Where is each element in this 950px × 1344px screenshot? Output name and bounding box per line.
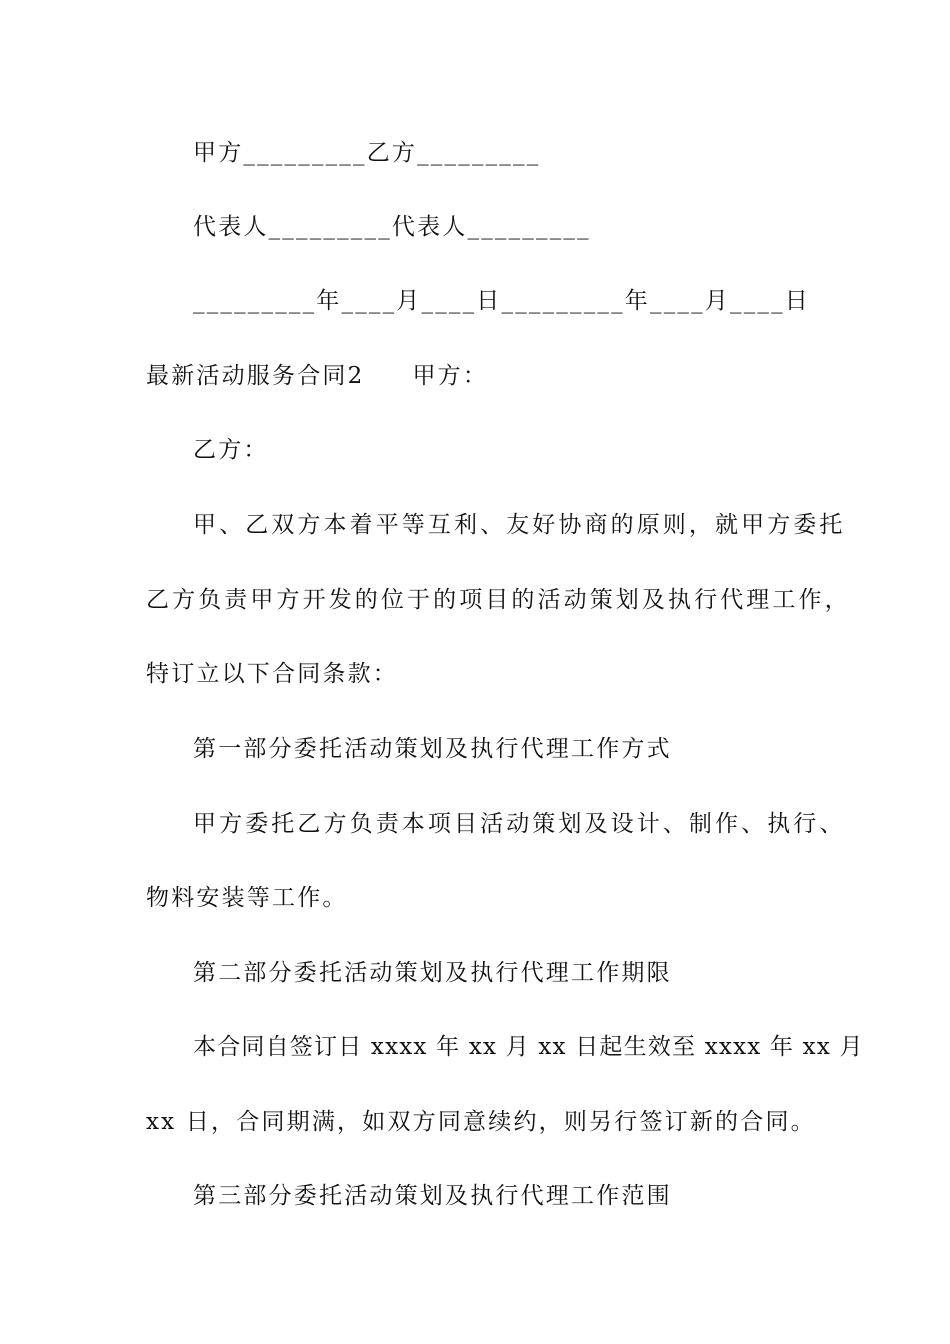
intro-paragraph-line-3: 特订立以下合同条款： [146,661,398,687]
part3-heading: 第三部分委托活动策划及执行代理工作范围 [193,1183,672,1209]
part2-heading: 第二部分委托活动策划及执行代理工作期限 [193,960,672,986]
part2-paragraph-line-1: 本合同自签订日 xxxx 年 xx 月 xx 日起生效至 xxxx 年 xx 月 [193,1034,864,1060]
party-b-label: 乙方： [193,437,269,463]
signature-dates-line: _________年____月____日_________年____月____日 [193,288,810,314]
part2-paragraph-line-2: xx 日，合同期满，如双方同意续约，则另行签订新的合同。 [146,1109,816,1135]
signature-representatives-line: 代表人_________代表人_________ [193,214,591,240]
part1-paragraph-line-2: 物料安装等工作。 [146,885,348,911]
intro-paragraph-line-1: 甲、乙双方本着平等互利、友好协商的原则，就甲方委托 [193,512,846,538]
signature-parties-line: 甲方_________乙方_________ [193,140,541,166]
contract-title: 最新活动服务合同2 [146,363,365,389]
party-a-label: 甲方： [412,363,489,389]
part1-paragraph-line-1: 甲方委托乙方负责本项目活动策划及设计、制作、执行、 [193,811,846,837]
intro-paragraph-line-2: 乙方负责甲方开发的位于的项目的活动策划及执行代理工作， [146,587,851,613]
contract-title-line [146,361,826,391]
part1-heading: 第一部分委托活动策划及执行代理工作方式 [193,736,672,762]
